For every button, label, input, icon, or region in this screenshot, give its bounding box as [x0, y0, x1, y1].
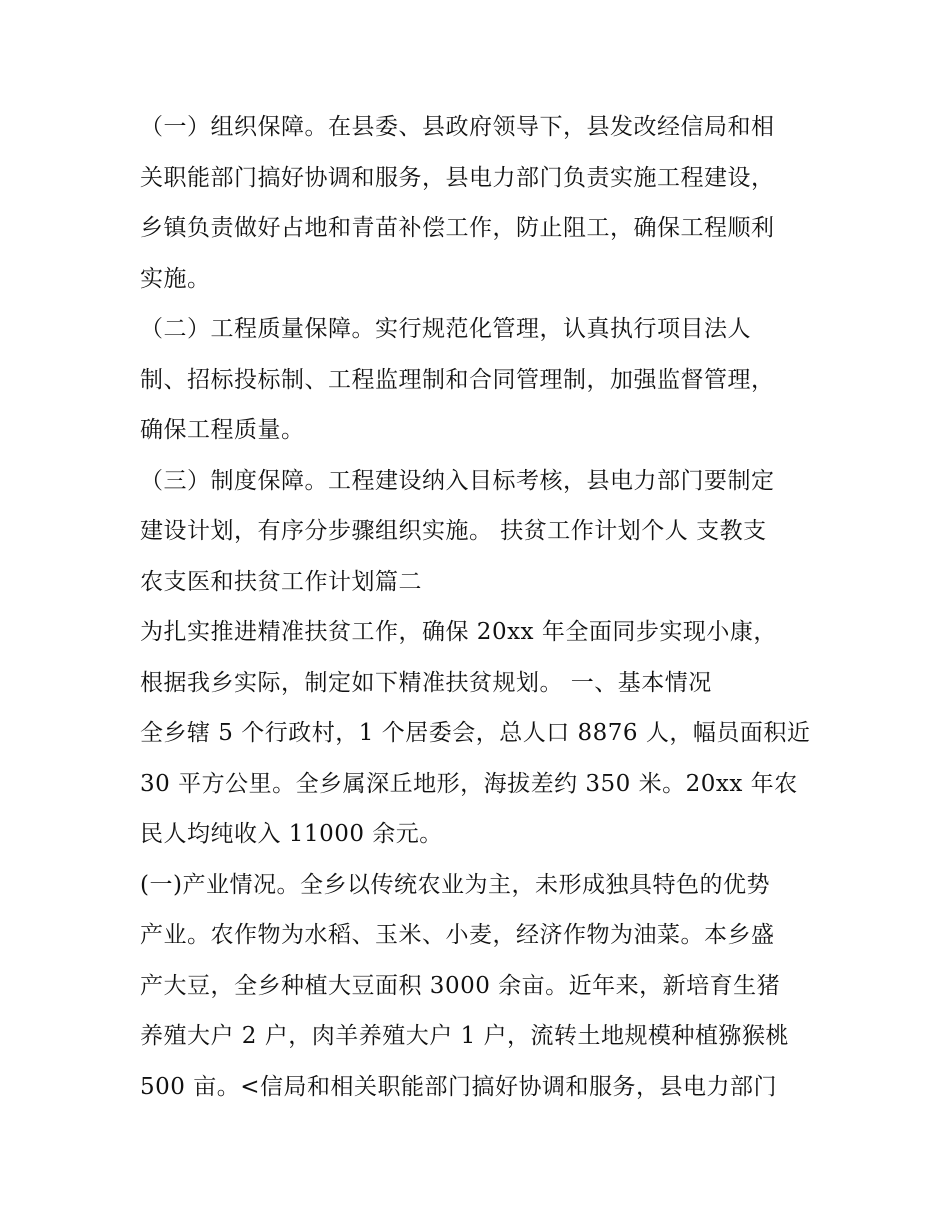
text-line: 农支医和扶贫工作计划篇二 — [140, 568, 422, 595]
text-line: （一）组织保障。在县委、县政府领导下，县发改经信局和相 — [140, 114, 775, 140]
text-line: 确保工程质量。 — [140, 417, 305, 443]
text-line: 500 亩。<信局和相关职能部门搞好协调和服务，县电力部门 — [140, 1073, 777, 1100]
text-line: 关职能部门搞好协调和服务，县电力部门负责实施工程建设， — [140, 164, 775, 191]
text-line: (一)产业情况。全乡以传统农业为主，未形成独具特色的优势 — [140, 871, 770, 898]
text-line: 为扎实推进精准扶贫工作，确保 20xx 年全面同步实现小康， — [140, 619, 777, 645]
text-line: 制、招标投标制、工程监理制和合同管理制，加强监督管理， — [140, 366, 775, 393]
text-line: 全乡辖 5 个行政村，1 个居委会，总人口 8876 人，幅员面积近 — [140, 720, 811, 746]
text-line: 根据我乡实际，制定如下精准扶贫规划。 一、基本情况 — [140, 669, 712, 696]
text-line: 民人均纯收入 11000 余元。 — [140, 821, 443, 847]
text-line: 建设计划，有序分步骤组织实施。 扶贫工作计划个人 支教支 — [140, 518, 767, 544]
text-line: （三）制度保障。工程建设纳入目标考核，县电力部门要制定 — [140, 467, 775, 494]
text-line: 乡镇负责做好占地和青苗补偿工作，防止阻工，确保工程顺利 — [140, 215, 775, 241]
text-line: 产业。农作物为水稻、玉米、小麦，经济作物为油菜。本乡盛 — [140, 922, 775, 948]
text-line: 30 平方公里。全乡属深丘地形，海拔差约 350 米。20xx 年农 — [140, 770, 798, 797]
document-body — [140, 102, 820, 1112]
text-line: 产大豆，全乡种植大豆面积 3000 余亩。近年来，新培育生猪 — [140, 972, 781, 999]
text-line: （二）工程质量保障。实行规范化管理，认真执行项目法人 — [140, 316, 751, 342]
text-line: 养殖大户 2 户，肉羊养殖大户 1 户，流转土地规模种植猕猴桃 — [140, 1023, 790, 1049]
text-line: 实施。 — [140, 265, 211, 292]
